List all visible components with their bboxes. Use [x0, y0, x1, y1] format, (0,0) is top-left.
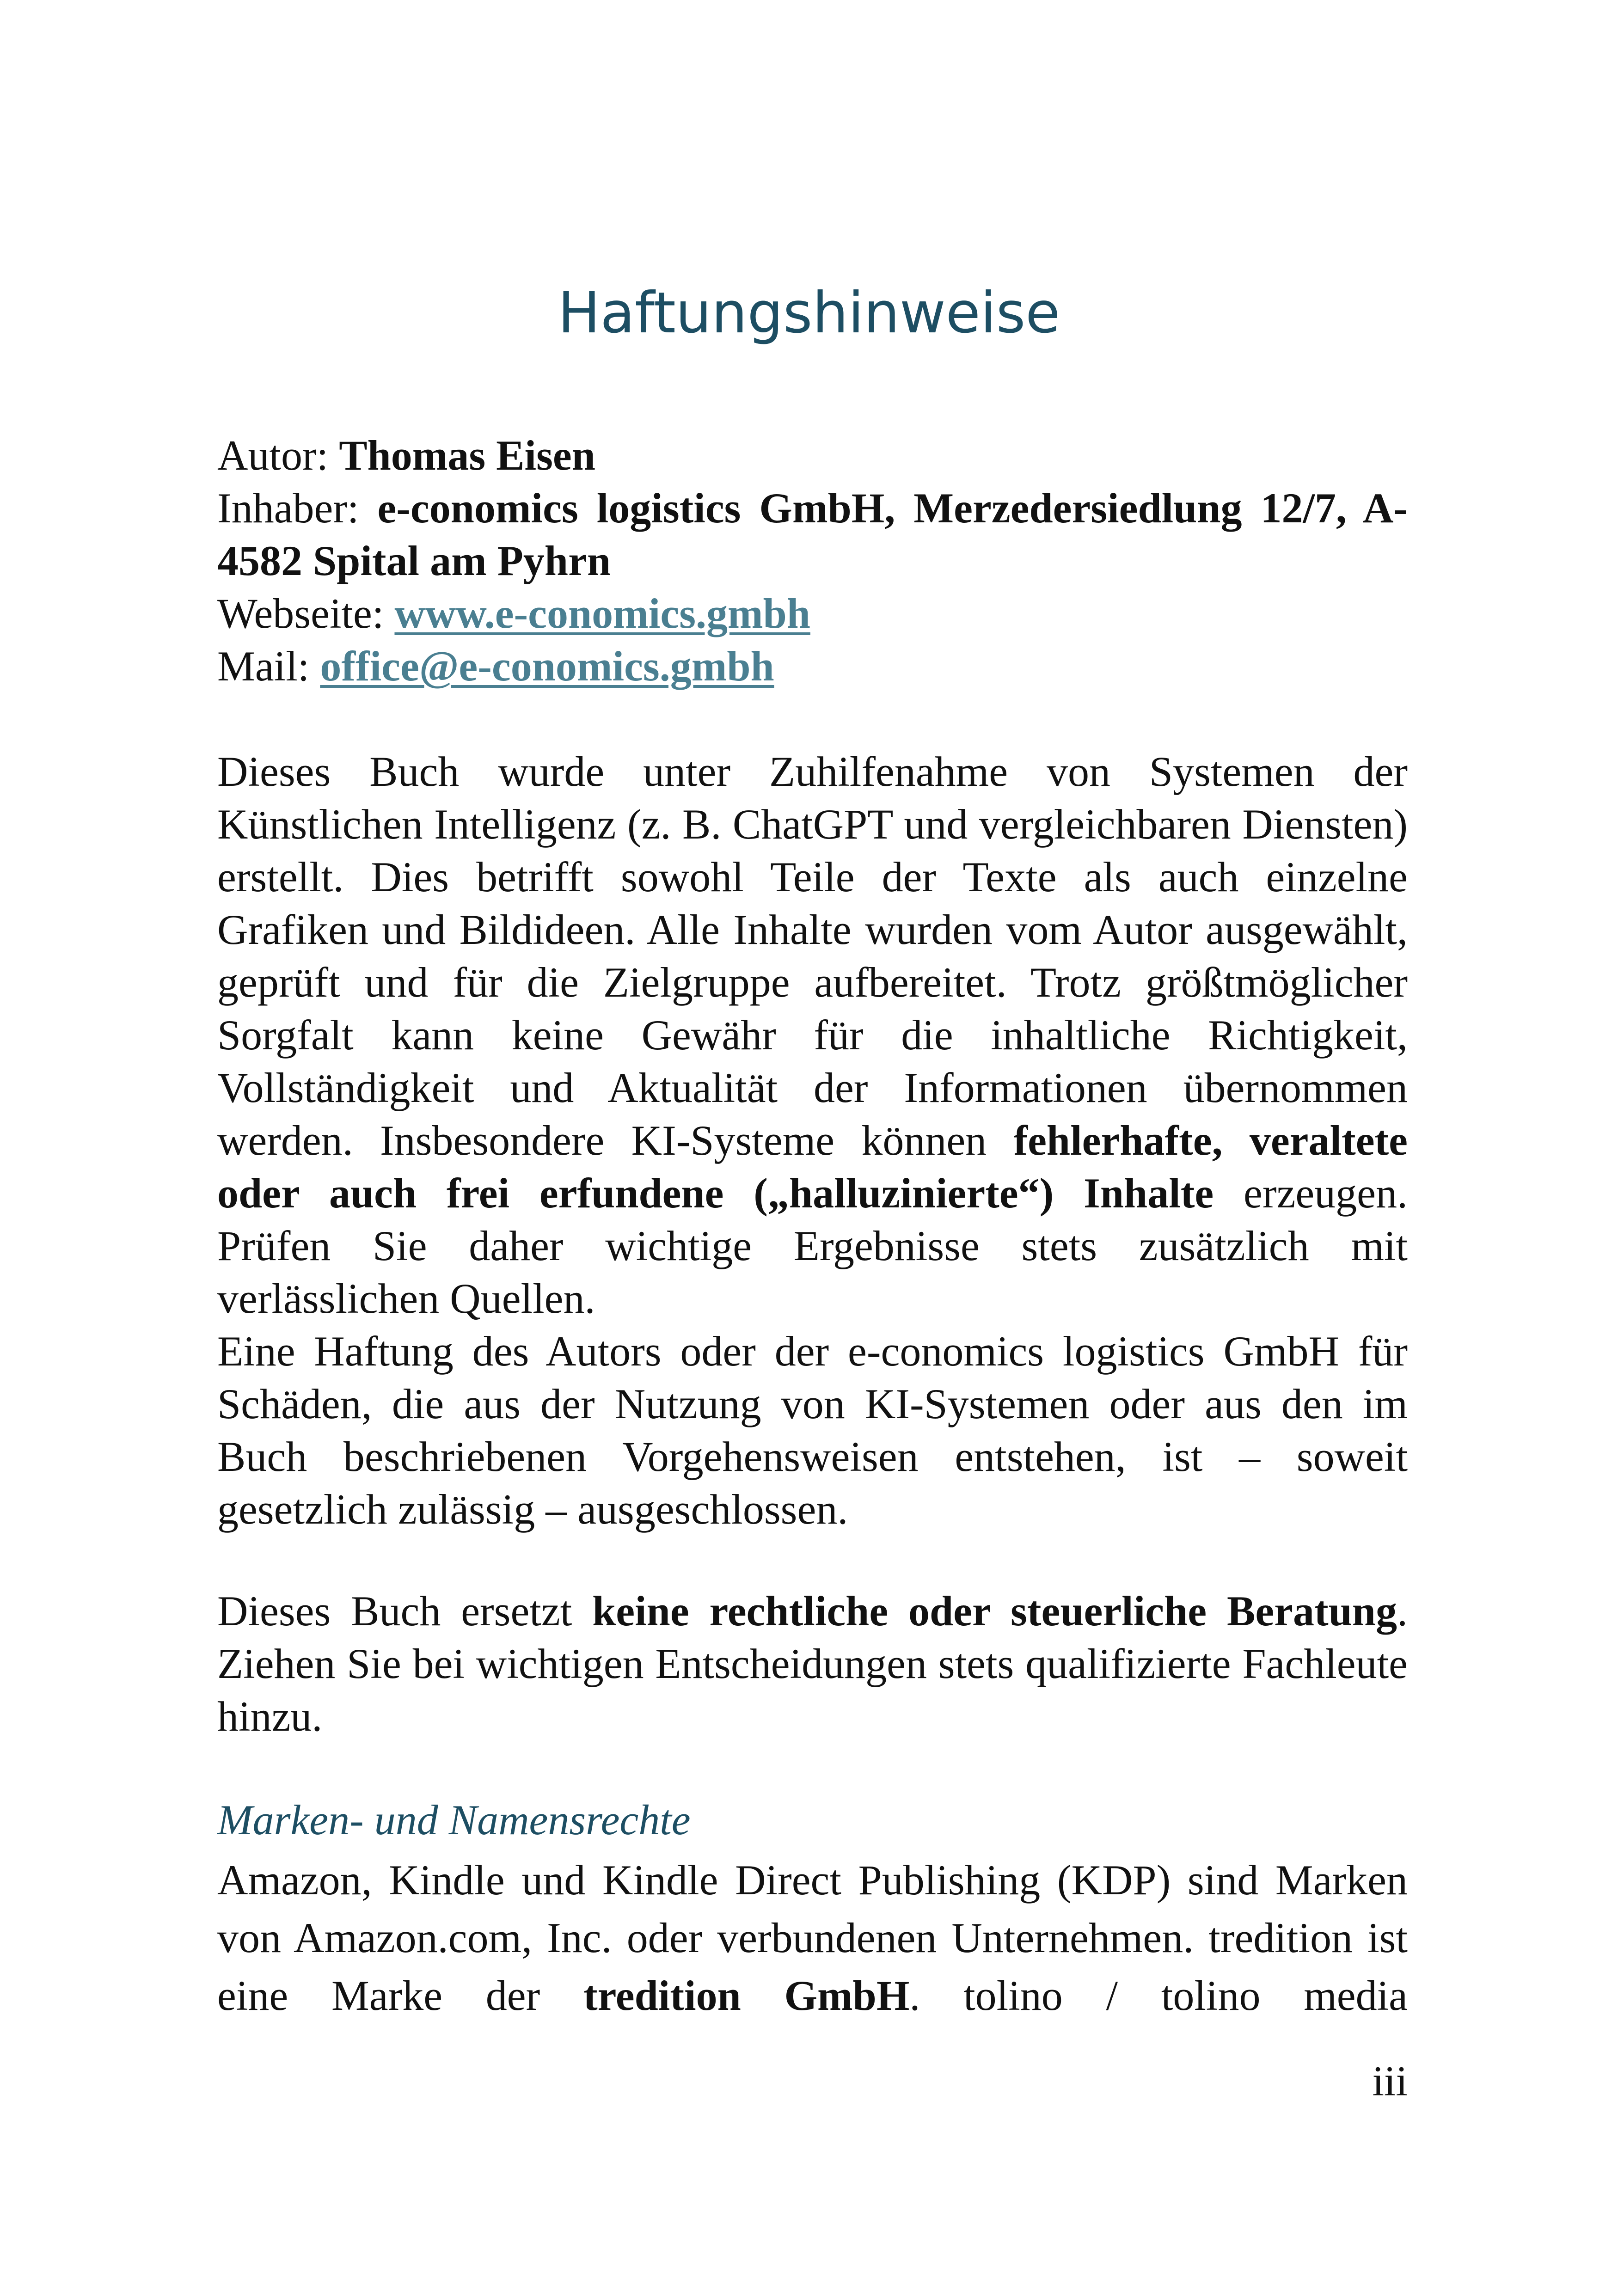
disclaimer-text-1: Dieses Buch wurde unter Zuhilfenahme von Systemen der Künstlichen Intelligenz (z. B. ChatGPT und vergleichbaren Diensten) erstellt. Dies betrifft sowohl Teile der Texte als auch einzelne Grafiken und Bildideen. Alle Inhalte wurden vom Autor ausgewählt, geprüft und für die Zielgruppe aufbereitet. Trotz größtmöglicher Sorgfalt kann keine Gewähr für die inhaltliche Richtigkeit, Vollständigkeit und Aktualität der Informationen übernommen werden. Insbesondere KI-Systeme können — [217, 748, 1408, 1164]
disclaimer-paragraph-2: Eine Haftung des Autors oder der e-conomics logistics GmbH für Schäden, die aus der Nutzung von KI-Systemen oder aus den im Buch beschriebenen Vorgehensweisen entstehen, ist – soweit gesetzlich zulässig – ausgeschlossen. — [217, 1328, 1408, 1533]
disclaimer-block — [217, 745, 1408, 1536]
trademarks-paragraph — [217, 1851, 1408, 2025]
advice-text-2: . Ziehen Sie bei wichtigen Entscheidungen stets qualifizierte Fachleute hinzu. — [217, 1587, 1408, 1740]
owner-value: e-conomics logistics GmbH, Merzedersiedlung 12/7, A-4582 Spital am Pyhrn — [217, 484, 1408, 584]
author-label: Autor: — [217, 432, 339, 479]
mail-line — [217, 640, 1408, 692]
trademarks-block — [217, 1851, 1408, 2025]
trademarks-emphasis: tredition GmbH — [583, 1972, 910, 2019]
disclaimer-text-2: erzeugen. Prüfen Sie daher wichtige Ergebnisse stets zusätzlich mit verlässlichen Quellen. — [217, 1169, 1408, 1322]
website-link[interactable]: www.e-conomics.gmbh — [394, 590, 810, 637]
imprint-block — [217, 429, 1408, 692]
page-number: iii — [1372, 2057, 1408, 2105]
trademarks-text-1: Amazon, Kindle und Kindle Direct Publishing (KDP) sind Marken von Amazon.com, Inc. oder verbundenen Unternehmen. tredition ist eine Marke der — [217, 1856, 1408, 2019]
mail-link[interactable]: office@e-conomics.gmbh — [320, 643, 774, 690]
website-line — [217, 587, 1408, 640]
page-heading: Haftungshinweise — [558, 280, 1060, 346]
advice-text-1: Dieses Buch ersetzt — [217, 1587, 593, 1635]
website-label: Webseite: — [217, 590, 395, 637]
author-name: Thomas Eisen — [339, 432, 595, 479]
disclaimer-emphasis: fehlerhafte, veraltete oder auch frei erfundene („halluzinierte“) Inhalte — [217, 1117, 1408, 1217]
owner-label: Inhaber: — [217, 484, 378, 532]
trademarks-heading: Marken- und Namensrechte — [217, 1796, 691, 1843]
advice-emphasis: keine rechtliche oder steuerliche Beratung — [592, 1587, 1397, 1635]
advice-block — [217, 1585, 1408, 1743]
owner-line — [217, 482, 1408, 587]
mail-label: Mail: — [217, 643, 320, 690]
disclaimer-paragraph-1 — [217, 745, 1408, 1325]
trademarks-text-2: . tolino / tolino media — [909, 1972, 1408, 2019]
advice-paragraph — [217, 1585, 1408, 1743]
author-line — [217, 429, 1408, 482]
